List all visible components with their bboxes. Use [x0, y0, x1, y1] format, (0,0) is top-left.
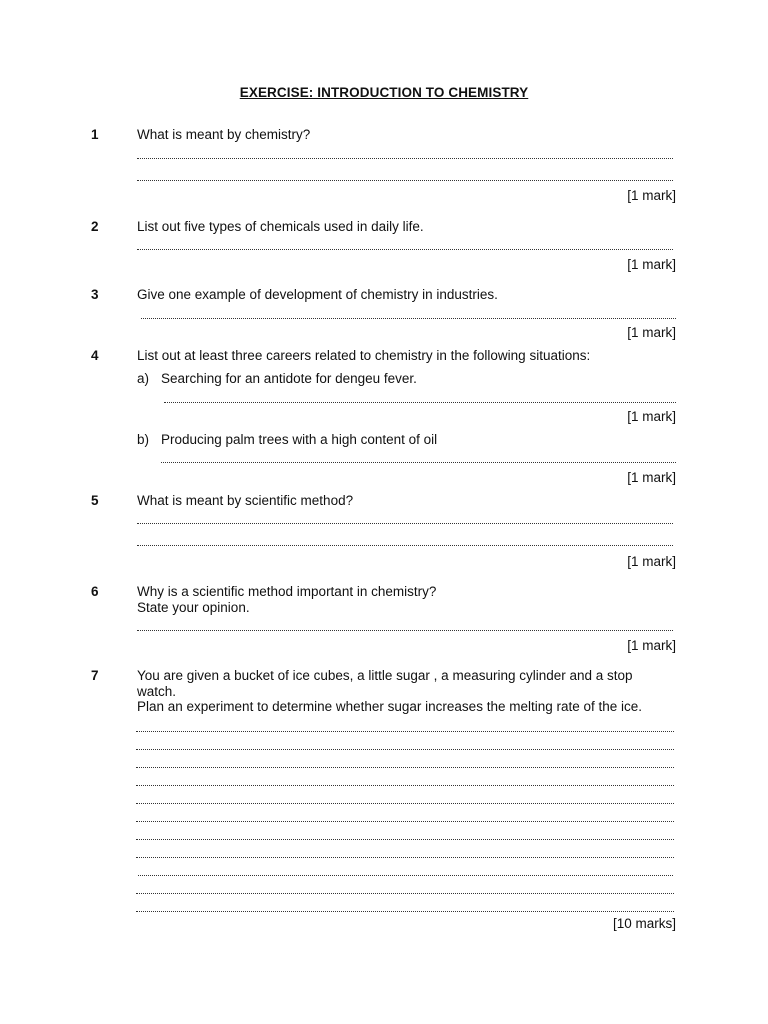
question-3-text: Give one example of development of chemistry in industries.	[137, 287, 498, 302]
question-7-text-line-2: watch.	[137, 684, 177, 699]
question-4-number: 4	[91, 348, 99, 363]
question-7-text-line-3: Plan an experiment to determine whether sugar increases the melting rate of the ice.	[137, 699, 643, 714]
answer-line[interactable]	[136, 803, 674, 804]
answer-line[interactable]	[137, 158, 673, 159]
answer-line[interactable]	[137, 523, 673, 524]
question-7-number: 7	[91, 668, 99, 683]
answer-line[interactable]	[136, 857, 674, 858]
question-4b-marks: [1 mark]	[627, 470, 676, 485]
question-4a-label: a)	[137, 371, 150, 386]
question-1-marks: [1 mark]	[627, 188, 676, 203]
page-title: EXERCISE: INTRODUCTION TO CHEMISTRY	[239, 85, 529, 100]
question-4-text: List out at least three careers related to chemistry in the following situations:	[137, 348, 591, 363]
question-4b-label: b)	[137, 432, 150, 447]
question-4a-marks: [1 mark]	[627, 409, 676, 424]
question-2-number: 2	[91, 219, 99, 234]
question-7-marks: [10 marks]	[612, 916, 676, 931]
question-4b-text: Producing palm trees with a high content of oil	[161, 432, 438, 447]
answer-line[interactable]	[136, 839, 674, 840]
question-3-marks: [1 mark]	[627, 325, 676, 340]
answer-line[interactable]	[164, 402, 676, 403]
question-4a	[137, 371, 417, 386]
answer-line[interactable]	[136, 749, 674, 750]
question-6-number: 6	[91, 584, 99, 599]
answer-line[interactable]	[161, 462, 676, 463]
question-6-text-line-2: State your opinion.	[137, 600, 250, 615]
answer-line[interactable]	[136, 785, 674, 786]
answer-line[interactable]	[136, 821, 674, 822]
question-4a-text: Searching for an antidote for dengeu fever.	[161, 371, 417, 386]
question-6-text: Why is a scientific method important in chemistry?	[137, 584, 437, 599]
question-5-number: 5	[91, 493, 99, 508]
answer-line[interactable]	[136, 911, 674, 912]
answer-line[interactable]	[137, 545, 673, 546]
answer-line[interactable]	[137, 180, 673, 181]
question-4b	[137, 432, 437, 447]
question-2-text: List out five types of chemicals used in daily life.	[137, 219, 424, 234]
answer-line[interactable]	[138, 875, 673, 876]
question-6-marks: [1 mark]	[627, 638, 676, 653]
answer-line[interactable]	[141, 318, 676, 319]
answer-line[interactable]	[137, 630, 673, 631]
question-5-marks: [1 mark]	[627, 554, 676, 569]
question-2-marks: [1 mark]	[627, 257, 676, 272]
question-1-number: 1	[91, 127, 99, 142]
question-7-text: You are given a bucket of ice cubes, a little sugar , a measuring cylinder and a stop	[137, 668, 633, 683]
question-3-number: 3	[91, 287, 99, 302]
answer-line[interactable]	[136, 893, 674, 894]
answer-line[interactable]	[136, 731, 674, 732]
question-1-text: What is meant by chemistry?	[137, 127, 311, 142]
answer-line[interactable]	[137, 249, 673, 250]
question-5-text: What is meant by scientific method?	[137, 493, 354, 508]
answer-line[interactable]	[136, 767, 674, 768]
